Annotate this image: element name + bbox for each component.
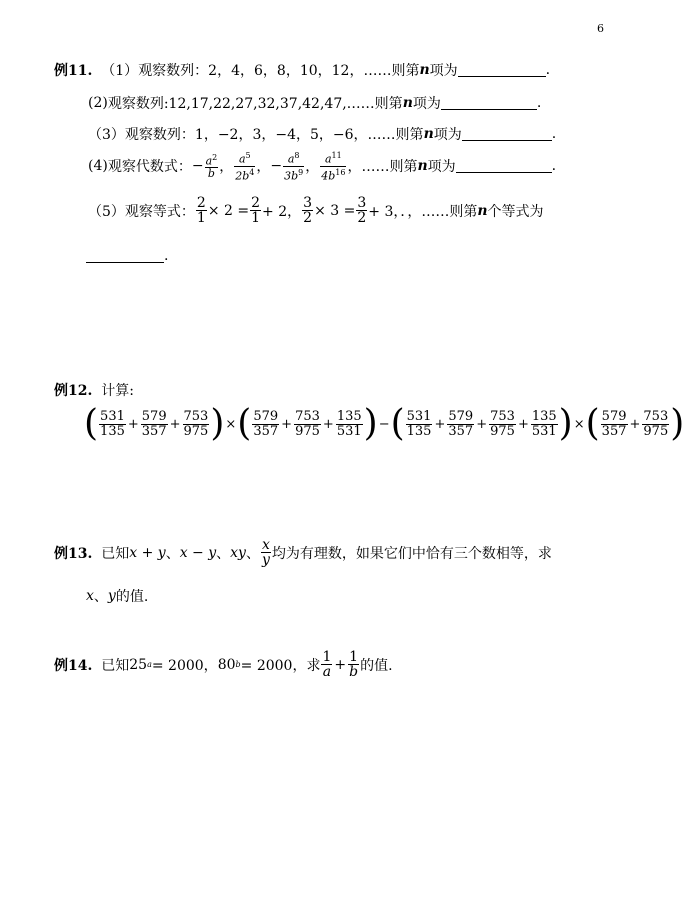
ex11-q5 <box>88 196 544 225</box>
ex11-label: 例11. <box>54 63 93 79</box>
ex14-label: 例14. <box>54 657 93 674</box>
fraction: $\frac{579}{357}$ <box>448 408 474 439</box>
q-tail: 个等式为 <box>487 203 544 220</box>
ex11-q1 <box>54 60 550 80</box>
period: . <box>164 248 169 264</box>
q-index: （5） <box>88 203 125 220</box>
ex11-q4 <box>88 150 556 182</box>
answer-blank[interactable] <box>458 64 546 77</box>
period: . <box>551 126 557 142</box>
q-text: 的值. <box>115 589 149 605</box>
right-paren: ) <box>210 403 225 444</box>
fraction: $\frac{3}{2}$ <box>357 195 367 226</box>
exponent: b <box>235 660 241 669</box>
period: . <box>536 95 542 111</box>
q-text: 均为有理数，如果它们中恰有三个数相等，求 <box>271 545 552 562</box>
fraction: $\frac{1}{b}$ <box>349 649 359 680</box>
fraction: $\frac{579}{357}$ <box>253 408 279 439</box>
separator: 、 <box>245 545 260 562</box>
comma: ， <box>256 159 271 176</box>
answer-blank[interactable] <box>456 160 552 173</box>
var-y: y <box>107 588 116 604</box>
plus: + <box>127 416 139 432</box>
ex11-q5-answer <box>86 248 168 264</box>
right-paren: ) <box>670 403 684 444</box>
left-paren: ( <box>585 403 600 444</box>
q-index: （1） <box>101 63 139 79</box>
ex13-line2 <box>86 586 148 606</box>
q-tail: ……则第 <box>361 159 418 176</box>
ex12-label: 例12. <box>54 383 93 399</box>
plus: + <box>629 416 641 432</box>
times: × <box>225 416 237 432</box>
separator: 、 <box>165 545 180 562</box>
answer-blank[interactable] <box>462 128 552 141</box>
q-text: 观察代数式： <box>107 159 192 176</box>
expr: x + y <box>129 544 166 561</box>
minus: − <box>378 416 390 432</box>
ex14-line <box>54 650 393 679</box>
q-text: = 2000， <box>240 657 307 674</box>
ex13-label: 例13. <box>54 545 93 562</box>
minus-sign: − <box>191 158 204 175</box>
q-text: 观察数列：1，−2，3，−4，5，−6，……则第 <box>124 127 424 143</box>
plus: + <box>517 416 529 432</box>
op-text: × 3 = <box>314 202 356 219</box>
q-text: 求 <box>306 657 321 674</box>
page-number: 6 <box>597 22 604 35</box>
fraction: $\frac{a^2}{b}$ <box>205 152 218 181</box>
right-paren: ) <box>363 403 378 444</box>
q-text: = 2000， <box>151 657 218 674</box>
ex11-q2 <box>88 93 541 113</box>
fraction: $\frac{x}{y}$ <box>261 537 270 568</box>
var-n: n <box>477 202 488 219</box>
left-paren: ( <box>390 403 405 444</box>
var-n: n <box>402 95 413 111</box>
number: 25 <box>129 656 148 673</box>
period: . <box>551 158 557 175</box>
minus-sign: − <box>270 158 283 175</box>
fraction: $\frac{753}{975}$ <box>183 408 209 439</box>
left-paren: ( <box>84 403 99 444</box>
fraction: $\frac{135}{531}$ <box>336 408 362 439</box>
fraction: $\frac{3}{2}$ <box>303 195 313 226</box>
fraction: $\frac{a^8}{3b^9}$ <box>284 151 304 183</box>
ex12-expression <box>84 403 684 444</box>
q-tail: 项为 <box>412 96 441 112</box>
var-n: n <box>419 62 430 78</box>
q-text: 观察数列：2，4，6，8，10，12，……则第 <box>138 63 420 79</box>
expr: x − y <box>179 544 217 561</box>
ex13-line1 <box>54 538 552 567</box>
fraction: $\frac{a^{11}}{4b^{16}}$ <box>321 151 346 183</box>
fraction: $\frac{753}{975}$ <box>643 408 669 439</box>
q-tail: 项为 <box>429 63 458 79</box>
number: 80 <box>217 656 236 673</box>
q-text: 已知 <box>101 545 130 562</box>
q-tail: 项为 <box>433 127 462 143</box>
fraction: $\frac{2}{1}$ <box>251 195 261 226</box>
var-x: x <box>86 588 94 604</box>
times: × <box>573 416 585 432</box>
q-text: 观察等式： <box>124 203 195 220</box>
fraction: $\frac{a^5}{2b^4}$ <box>235 151 255 183</box>
plus: + <box>476 416 488 432</box>
fraction: $\frac{135}{531}$ <box>531 408 557 439</box>
right-paren: ) <box>558 403 573 444</box>
fraction: $\frac{531}{135}$ <box>100 408 125 439</box>
q-index: (2) <box>88 95 108 111</box>
comma: ， <box>347 159 362 176</box>
ex11-q3 <box>88 124 556 144</box>
fraction: $\frac{1}{a}$ <box>322 649 332 680</box>
q-tail: 项为 <box>427 159 456 176</box>
op-text: + 2， <box>262 203 302 220</box>
answer-blank[interactable] <box>441 97 537 110</box>
plus: + <box>322 416 334 432</box>
q-text: 已知 <box>101 657 130 674</box>
fraction: $\frac{2}{1}$ <box>196 195 206 226</box>
fraction: $\frac{753}{975}$ <box>490 408 515 439</box>
op-text: + 3，．， <box>368 203 422 220</box>
separator: 、 <box>216 545 231 562</box>
op-text: × 2 = <box>207 202 250 219</box>
plus: + <box>281 416 293 432</box>
period: . <box>545 62 551 78</box>
plus: + <box>334 656 347 673</box>
q-text: 观察数列:12,17,22,27,32,37,42,47,……则第 <box>107 96 403 112</box>
plus: + <box>434 416 446 432</box>
expr: xy <box>230 544 246 561</box>
fraction: $\frac{579}{357}$ <box>601 408 627 439</box>
fraction: $\frac{753}{975}$ <box>295 408 320 439</box>
exponent: a <box>147 660 152 669</box>
plus: + <box>169 416 181 432</box>
q-text: 计算: <box>101 383 134 399</box>
var-n: n <box>417 158 428 175</box>
q-tail: ……则第 <box>421 203 478 220</box>
ex12-header <box>54 380 134 400</box>
separator: 、 <box>93 589 108 605</box>
comma: ， <box>305 159 320 176</box>
q-index: （3） <box>88 127 125 143</box>
q-index: (4) <box>88 158 108 175</box>
fraction: $\frac{531}{135}$ <box>406 408 432 439</box>
comma: ， <box>219 159 234 176</box>
var-n: n <box>423 126 434 142</box>
left-paren: ( <box>237 403 252 444</box>
fraction: $\frac{579}{357}$ <box>141 408 167 439</box>
q-text: 的值. <box>360 657 393 674</box>
answer-blank[interactable] <box>86 250 164 263</box>
